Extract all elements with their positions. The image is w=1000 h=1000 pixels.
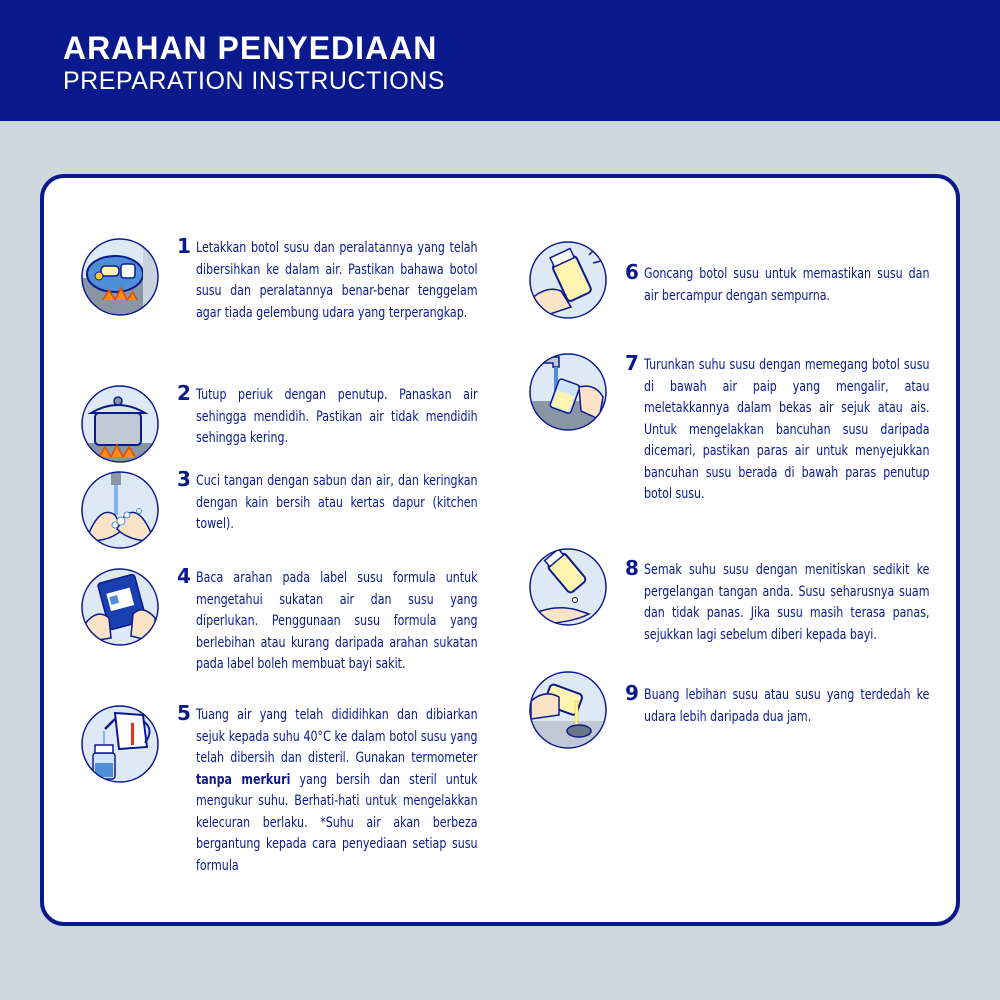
step-text: Semak suhu susu dengan menitiskan sedikit ke pergelangan tangan anda. Susu seharusnya suam dan tidak panas. Jika susu masih terasa panas, sejukkan lagi sebelum diberi kepada bayi. xyxy=(644,562,930,643)
page-title: ARAHAN PENYEDIAAN xyxy=(63,30,438,66)
step-number: 8 xyxy=(625,556,639,580)
step-number: 7 xyxy=(625,351,639,375)
step-number: 5 xyxy=(177,701,191,725)
step-number: 3 xyxy=(177,467,191,491)
cooling-under-tap-icon xyxy=(529,353,607,431)
pouring-into-drain-icon xyxy=(529,671,607,749)
step-number: 1 xyxy=(177,234,191,258)
step-number: 9 xyxy=(625,681,639,705)
step-text: Goncang botol susu untuk memastikan susu dan air bercampur dengan sempurna. xyxy=(644,266,930,304)
step-text: Buang lebihan susu atau susu yang terdedah ke udara lebih daripada dua jam. xyxy=(644,687,930,725)
step-text: Cuci tangan dengan sabun dan air, dan keringkan dengan kain bersih atau kertas dapur (kitchen towel). xyxy=(196,473,478,532)
step-text: Turunkan suhu susu dengan memegang botol susu di bawah air paip yang mengalir, atau meletakkannya dalam bekas air sejuk atau ais. Untuk mengelakkan bancuhan susu daripada dicemari, pastikan paras air untuk menyejukkan bancuhan susu berada di bawah paras penutup botol susu. xyxy=(644,357,930,502)
step-number: 2 xyxy=(177,381,191,405)
header-bar xyxy=(0,0,1000,121)
washing-hands-icon xyxy=(81,471,159,549)
reading-label-icon xyxy=(81,568,159,646)
instructions-card xyxy=(40,174,960,926)
pot-boiling-bottles-icon xyxy=(81,238,159,316)
step-text: Letakkan botol susu dan peralatannya yang telah dibersihkan ke dalam air. Pastikan bahawa botol susu dan peralatannya benar-benar tenggelam agar tiada gelembung udara yang terperangkap. xyxy=(196,240,478,321)
step-text-emphasis: tanpa merkuri xyxy=(196,771,291,788)
step-text: Tutup periuk dengan penutup. Panaskan air sehingga mendidih. Pastikan air tidak mendidih sehingga kering. xyxy=(196,387,478,446)
shaking-bottle-icon xyxy=(529,241,607,319)
step-text-part: yang bersih dan steril untuk mengukur suhu. Berhati-hati untuk mengelakkan kelecuran berlaku. *Suhu air akan berbeza bergantung kepada cara penyediaan setiap susu formula xyxy=(196,771,478,874)
covered-pot-icon xyxy=(81,385,159,463)
page-subtitle: PREPARATION INSTRUCTIONS xyxy=(63,67,445,95)
step-text xyxy=(196,705,478,877)
kettle-pouring-icon xyxy=(81,705,159,783)
step-text: Baca arahan pada label susu formula untuk mengetahui sukatan air dan susu yang diperlukan. Penggunaan susu formula yang berlebihan atau kurang daripada arahan sukatan pada label boleh membuat bayi sakit. xyxy=(196,570,478,672)
wrist-temperature-test-icon xyxy=(529,548,607,626)
step-number: 4 xyxy=(177,564,191,588)
step-text-part: Tuang air yang telah dididihkan dan dibiarkan sejuk kepada suhu 40°C ke dalam botol susu yang telah dibersih dan disteril. Gunakan termometer xyxy=(196,707,478,766)
step-number: 6 xyxy=(625,260,639,284)
